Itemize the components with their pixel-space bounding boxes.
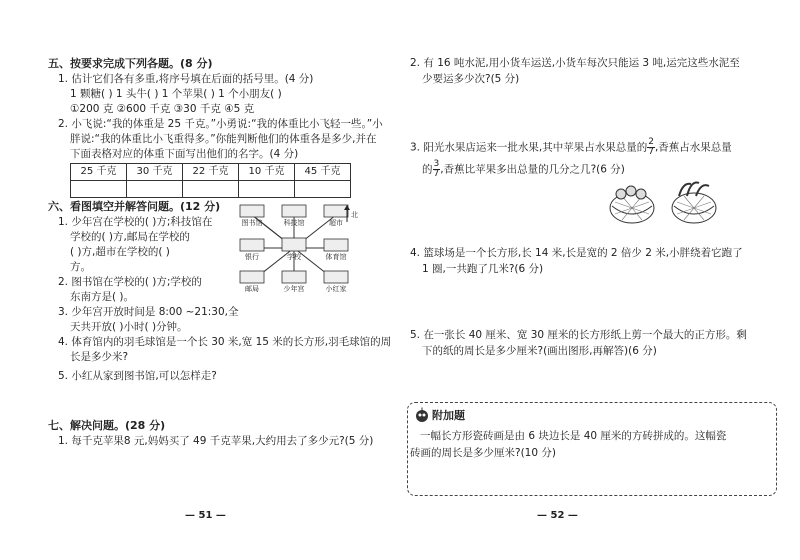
r-q3-line2	[422, 160, 625, 179]
fruit-baskets-image	[607, 180, 737, 225]
school-icon	[282, 238, 306, 251]
north-label: 北	[351, 211, 358, 219]
r-q4-line1: 4. 篮球场是一个长方形,长 14 米,长是宽的 2 倍少 2 米,小胖绕着它跑了	[410, 247, 743, 259]
name-row	[71, 181, 351, 198]
s6-q1-line3: ( )方,超市在学校的( )	[70, 246, 170, 258]
s5-q2-line2: 胖说:“我的体重比小飞重得多。”你能判断他们的体重各是多少,并在	[70, 133, 377, 145]
robot-icon	[414, 407, 430, 423]
weight-table	[70, 163, 351, 198]
r-q2-line1: 2. 有 16 吨水泥,用小货车运送,小货车每次只能运 3 吨,运完这些水泥至	[410, 57, 740, 69]
name-cell[interactable]	[183, 181, 239, 198]
bonus-title: 附加题	[432, 409, 465, 422]
apple-basket-icon	[610, 186, 654, 223]
section-5-title: 五、按要求完成下列各题。(8 分)	[48, 57, 213, 70]
name-cell[interactable]	[127, 181, 183, 198]
section-7-title: 七、解决问题。(28 分)	[48, 419, 166, 432]
s5-q1-options: ①200 克 ②600 千克 ③30 千克 ④5 克	[70, 103, 255, 115]
s5-q1: 1. 估计它们各有多重,将序号填在后面的括号里。(4 分)	[58, 73, 314, 85]
s6-q3-line2: 天共开放( )小时( )分钟。	[70, 321, 188, 333]
page-number-right: — 52 —	[537, 510, 578, 521]
s6-q1-line2: 学校的( )方,邮局在学校的	[70, 231, 190, 243]
north-arrow-icon	[344, 205, 358, 223]
map-label: 图书馆	[241, 219, 263, 227]
s7-q1: 1. 每千克苹果8 元,妈妈买了 49 千克苹果,大约用去了多少元?(5 分)	[58, 435, 374, 447]
weight-cell: 22 千克	[183, 164, 239, 181]
bank-icon	[240, 239, 264, 251]
s6-q2-line1: 2. 图书馆在学校的( )方;学校的	[58, 276, 202, 288]
map-label: 超市	[329, 219, 343, 227]
bonus-line2: 砖画的周长是多少厘米?(10 分)	[410, 447, 556, 459]
fraction-2-7: $\frac{2}{7}$	[648, 137, 654, 157]
name-cell[interactable]	[71, 181, 127, 198]
s6-q1-line1: 1. 少年宫在学校的( )方;科技馆在	[58, 216, 213, 228]
r-q2-line2: 少要运多少次?(5 分)	[422, 73, 520, 85]
s5-q2-line1: 2. 小飞说:“我的体重是 25 千克。”小勇说:“我的体重比小飞轻一些。”小	[58, 118, 383, 130]
r-q3-line2b: ,香蕉比苹果多出总量的几分之几?(6 分)	[440, 163, 625, 176]
weight-row	[71, 164, 351, 181]
weight-cell: 10 千克	[239, 164, 295, 181]
science-museum-icon	[282, 205, 306, 217]
bonus-line1: 一幅长方形瓷砖画是由 6 块边长是 40 厘米的方砖拼成的。这幅瓷	[420, 430, 727, 442]
page-number-left: — 51 —	[185, 510, 226, 521]
location-map	[232, 203, 358, 293]
s6-q3-line1: 3. 少年宫开放时间是 8:00 ~21:30,全	[58, 306, 239, 318]
s6-q4-line1: 4. 体育馆内的羽毛球馆是一个长 30 米,宽 15 米的长方形,羽毛球馆的周	[58, 336, 392, 348]
post-office-icon	[240, 271, 264, 283]
map-label: 体育馆	[325, 253, 347, 261]
r-q5-line2: 下的纸的周长是多少厘米?(画出图形,再解答)(6 分)	[422, 345, 657, 357]
map-label: 科技馆	[283, 219, 305, 227]
map-label: 少年宫	[283, 285, 305, 293]
map-label: 邮局	[245, 285, 259, 293]
home-icon	[324, 271, 348, 283]
r-q3-line1a: 3. 阳光水果店运来一批水果,其中苹果占水果总量的	[410, 141, 648, 154]
r-q3-line1	[410, 138, 732, 157]
map-label: 学校	[287, 253, 301, 261]
banana-basket-icon	[672, 183, 716, 223]
r-q4-line2: 1 圈,一共跑了几米?(6 分)	[422, 263, 544, 275]
map-label: 小红家	[325, 285, 347, 293]
weight-cell: 25 千克	[71, 164, 127, 181]
name-cell[interactable]	[239, 181, 295, 198]
map-label: 银行	[245, 253, 259, 261]
fraction-3-7: $\frac{3}{7}$	[433, 159, 440, 179]
gym-icon	[324, 239, 348, 251]
s6-q2-line2: 东南方是( )。	[70, 291, 135, 303]
s6-q1-line4: 方。	[70, 261, 91, 273]
youth-palace-icon	[282, 271, 306, 283]
bonus-box	[407, 402, 777, 496]
weight-cell: 45 千克	[295, 164, 351, 181]
weight-cell: 30 千克	[127, 164, 183, 181]
s6-q5: 5. 小红从家到图书馆,可以怎样走?	[58, 370, 217, 382]
r-q5-line1: 5. 在一张长 40 厘米、宽 30 厘米的长方形纸上剪一个最大的正方形。剩	[410, 329, 747, 341]
s5-q1-items: 1 颗糖( ) 1 头牛( ) 1 个苹果( ) 1 个小朋友( )	[70, 88, 282, 100]
section-6-title: 六、看图填空并解答问题。(12 分)	[48, 200, 221, 213]
r-q3-line1b: ,香蕉占水果总量	[654, 141, 732, 154]
library-icon	[240, 205, 264, 217]
name-cell[interactable]	[295, 181, 351, 198]
s6-q4-line2: 长是多少米?	[70, 351, 129, 363]
r-q3-line2a: 的	[422, 163, 433, 176]
s5-q2-line3: 下面表格对应的体重下面写出他们的名字。(4 分)	[70, 148, 299, 160]
